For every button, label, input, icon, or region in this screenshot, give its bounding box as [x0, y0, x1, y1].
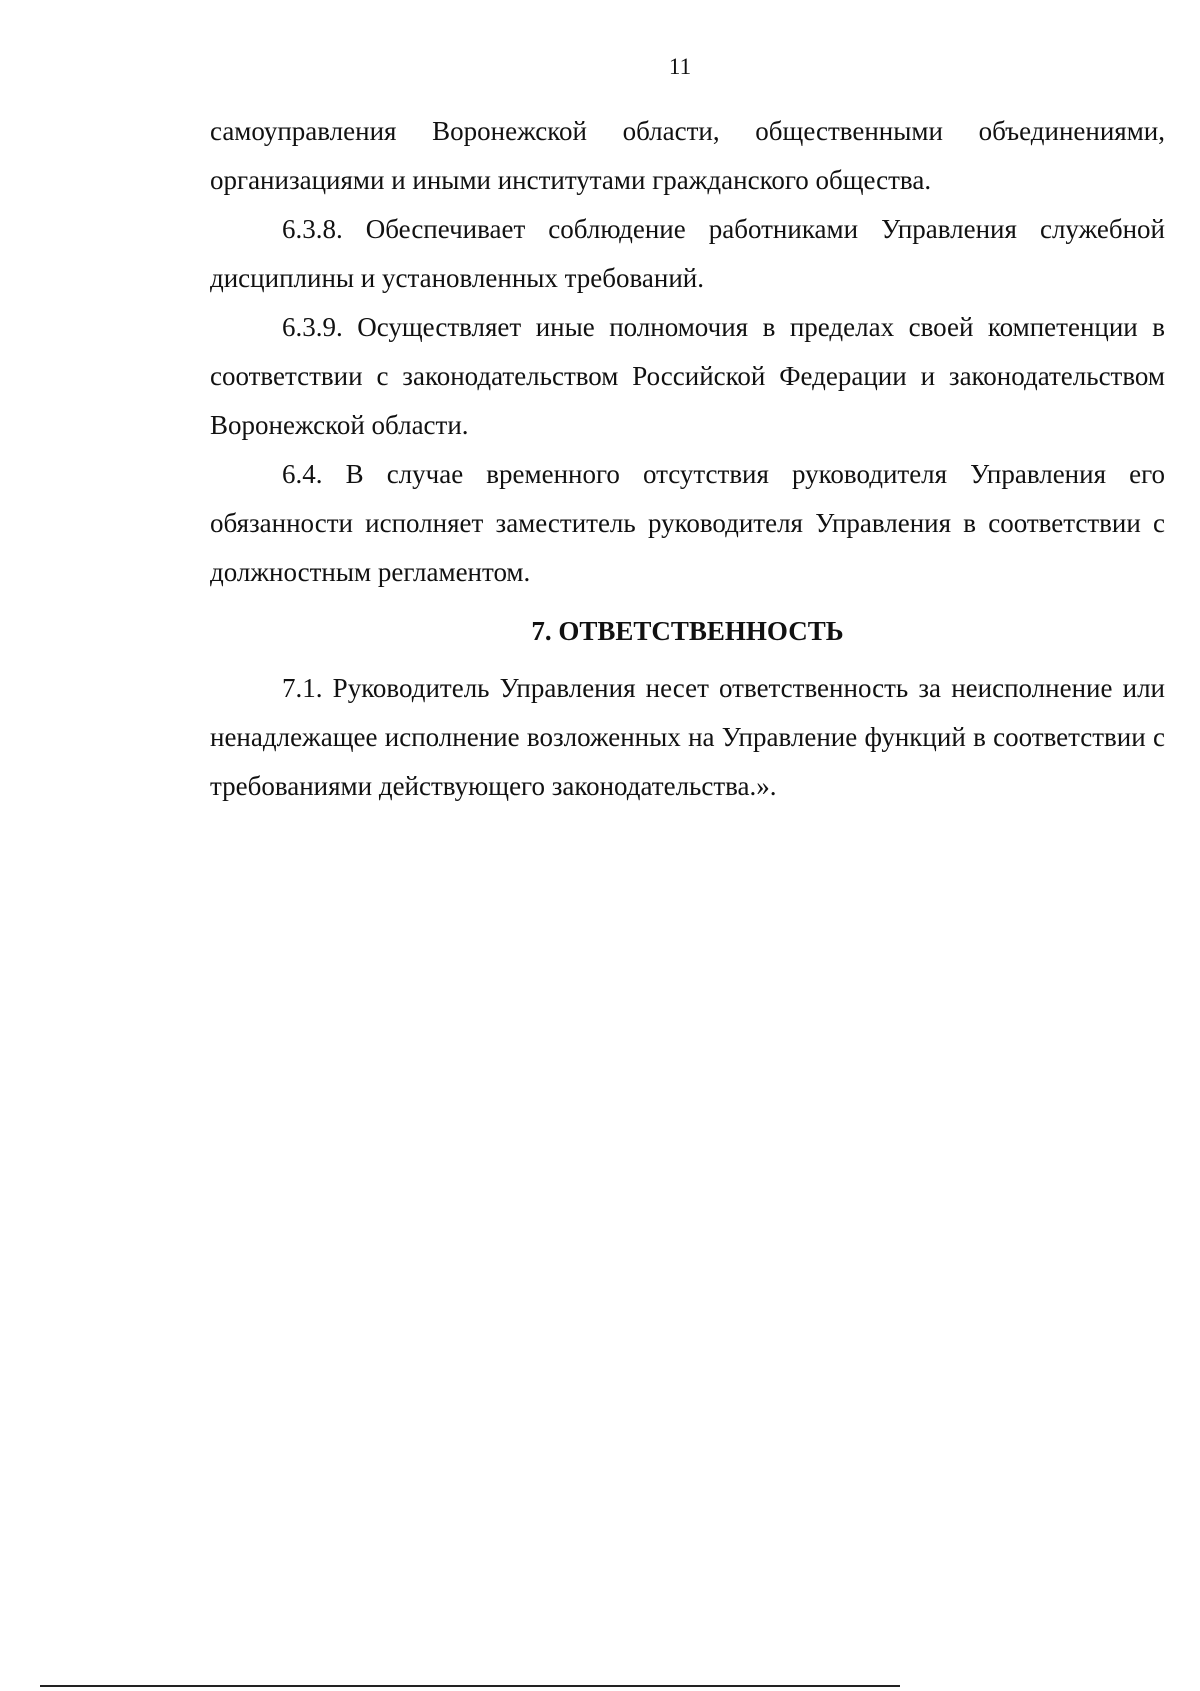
- section-heading: 7. ОТВЕТСТВЕННОСТЬ: [531, 616, 844, 646]
- page-number: 11: [668, 54, 692, 79]
- paragraph-7-1: 7.1. Руководитель Управления несет ответственность за неисполнение или ненадлежащее исполнение возложенных на Управление функций в соответствии с требованиями действующего законодательства.».: [210, 673, 1165, 801]
- paragraph-continuation: самоуправления Воронежской области, общественными объединениями, организациями и иными институтами гражданского общества.: [210, 116, 1165, 195]
- document-body: [210, 107, 1165, 811]
- paragraph-6-3-9: 6.3.9. Осуществляет иные полномочия в пределах своей компетенции в соответствии с законодательством Российской Федерации и законодательством Воронежской области.: [210, 312, 1165, 440]
- paragraph-6-4: 6.4. В случае временного отсутствия руководителя Управления его обязанности исполняет заместитель руководителя Управления в соответствии с должностным регламентом.: [210, 459, 1165, 587]
- paragraph-6-3-8: 6.3.8. Обеспечивает соблюдение работниками Управления служебной дисциплины и установленных требований.: [210, 214, 1165, 293]
- bottom-divider: [40, 1685, 900, 1687]
